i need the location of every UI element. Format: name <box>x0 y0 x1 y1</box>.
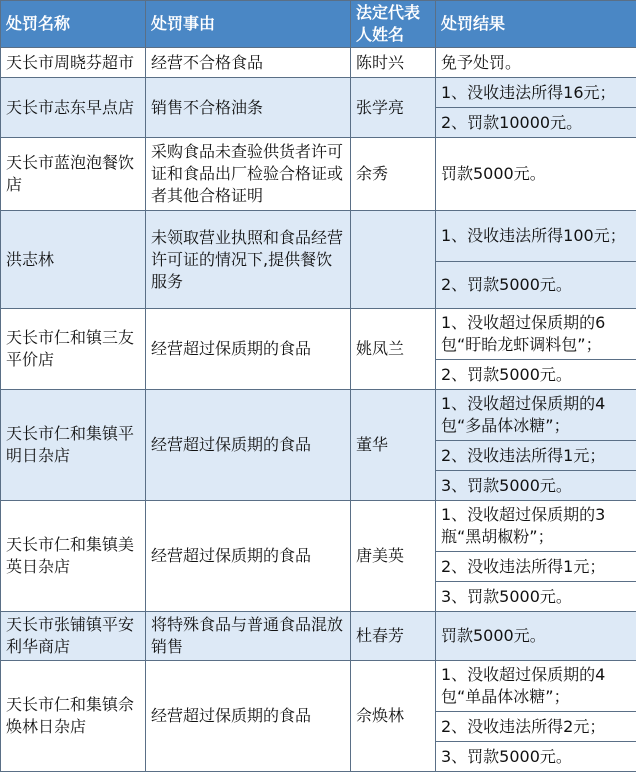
cell-result: 罚款5000元。 <box>436 138 636 211</box>
cell-name: 天长市仁和集镇美英日杂店 <box>1 501 146 612</box>
cell-name: 天长市仁和集镇平明日杂店 <box>1 390 146 501</box>
cell-reason: 销售不合格油条 <box>146 78 351 138</box>
cell-person: 杜春芳 <box>351 612 436 661</box>
cell-result: 1、没收超过保质期的4包“多晶体冰糖”； <box>436 390 636 441</box>
header-row <box>1 1 636 48</box>
cell-result: 2、罚款5000元。 <box>436 262 636 309</box>
header-reason: 处罚事由 <box>146 1 351 48</box>
table-row <box>1 78 636 108</box>
table-row <box>1 138 636 211</box>
cell-reason: 经营超过保质期的食品 <box>146 661 351 772</box>
table-row <box>1 390 636 441</box>
cell-result: 2、罚款5000元。 <box>436 360 636 390</box>
cell-result: 2、没收违法所得1元； <box>436 441 636 471</box>
cell-result: 2、没收违法所得1元； <box>436 552 636 582</box>
cell-reason: 经营超过保质期的食品 <box>146 501 351 612</box>
cell-reason: 经营不合格食品 <box>146 48 351 78</box>
cell-result: 3、罚款5000元。 <box>436 742 636 772</box>
cell-result: 1、没收超过保质期的4包“单晶体冰糖”； <box>436 661 636 712</box>
table-row <box>1 661 636 712</box>
cell-reason: 采购食品未查验供货者许可证和食品出厂检验合格证或者其他合格证明 <box>146 138 351 211</box>
table-row <box>1 309 636 360</box>
cell-name: 天长市蓝泡泡餐饮店 <box>1 138 146 211</box>
cell-person: 董华 <box>351 390 436 501</box>
cell-result: 2、罚款10000元。 <box>436 108 636 138</box>
cell-person: 佘焕林 <box>351 661 436 772</box>
cell-person <box>351 211 436 309</box>
cell-result: 1、没收超过保质期的6包“盱眙龙虾调料包”； <box>436 309 636 360</box>
header-name: 处罚名称 <box>1 1 146 48</box>
cell-person: 姚凤兰 <box>351 309 436 390</box>
cell-person: 唐美英 <box>351 501 436 612</box>
cell-name: 洪志林 <box>1 211 146 309</box>
header-result: 处罚结果 <box>436 1 636 48</box>
cell-reason: 经营超过保质期的食品 <box>146 309 351 390</box>
table-row <box>1 612 636 661</box>
cell-result: 1、没收违法所得100元； <box>436 211 636 262</box>
cell-name: 天长市仁和镇三友平价店 <box>1 309 146 390</box>
cell-result: 3、罚款5000元。 <box>436 582 636 612</box>
cell-name: 天长市志东早点店 <box>1 78 146 138</box>
cell-person: 张学亮 <box>351 78 436 138</box>
cell-reason: 将特殊食品与普通食品混放销售 <box>146 612 351 661</box>
cell-result: 免予处罚。 <box>436 48 636 78</box>
cell-person: 余秀 <box>351 138 436 211</box>
cell-result: 1、没收违法所得16元； <box>436 78 636 108</box>
table-row <box>1 211 636 262</box>
cell-reason: 未领取营业执照和食品经营许可证的情况下,提供餐饮服务 <box>146 211 351 309</box>
table-row <box>1 48 636 78</box>
cell-result: 3、罚款5000元。 <box>436 471 636 501</box>
cell-result: 1、没收超过保质期的3瓶“黑胡椒粉”； <box>436 501 636 552</box>
cell-name: 天长市周晓芬超市 <box>1 48 146 78</box>
cell-name: 天长市仁和集镇佘焕林日杂店 <box>1 661 146 772</box>
table-row <box>1 501 636 552</box>
cell-result: 2、没收违法所得2元； <box>436 712 636 742</box>
header-person: 法定代表人姓名 <box>351 1 436 48</box>
cell-reason: 经营超过保质期的食品 <box>146 390 351 501</box>
cell-result: 罚款5000元。 <box>436 612 636 661</box>
cell-person: 陈时兴 <box>351 48 436 78</box>
cell-name: 天长市张铺镇平安利华商店 <box>1 612 146 661</box>
